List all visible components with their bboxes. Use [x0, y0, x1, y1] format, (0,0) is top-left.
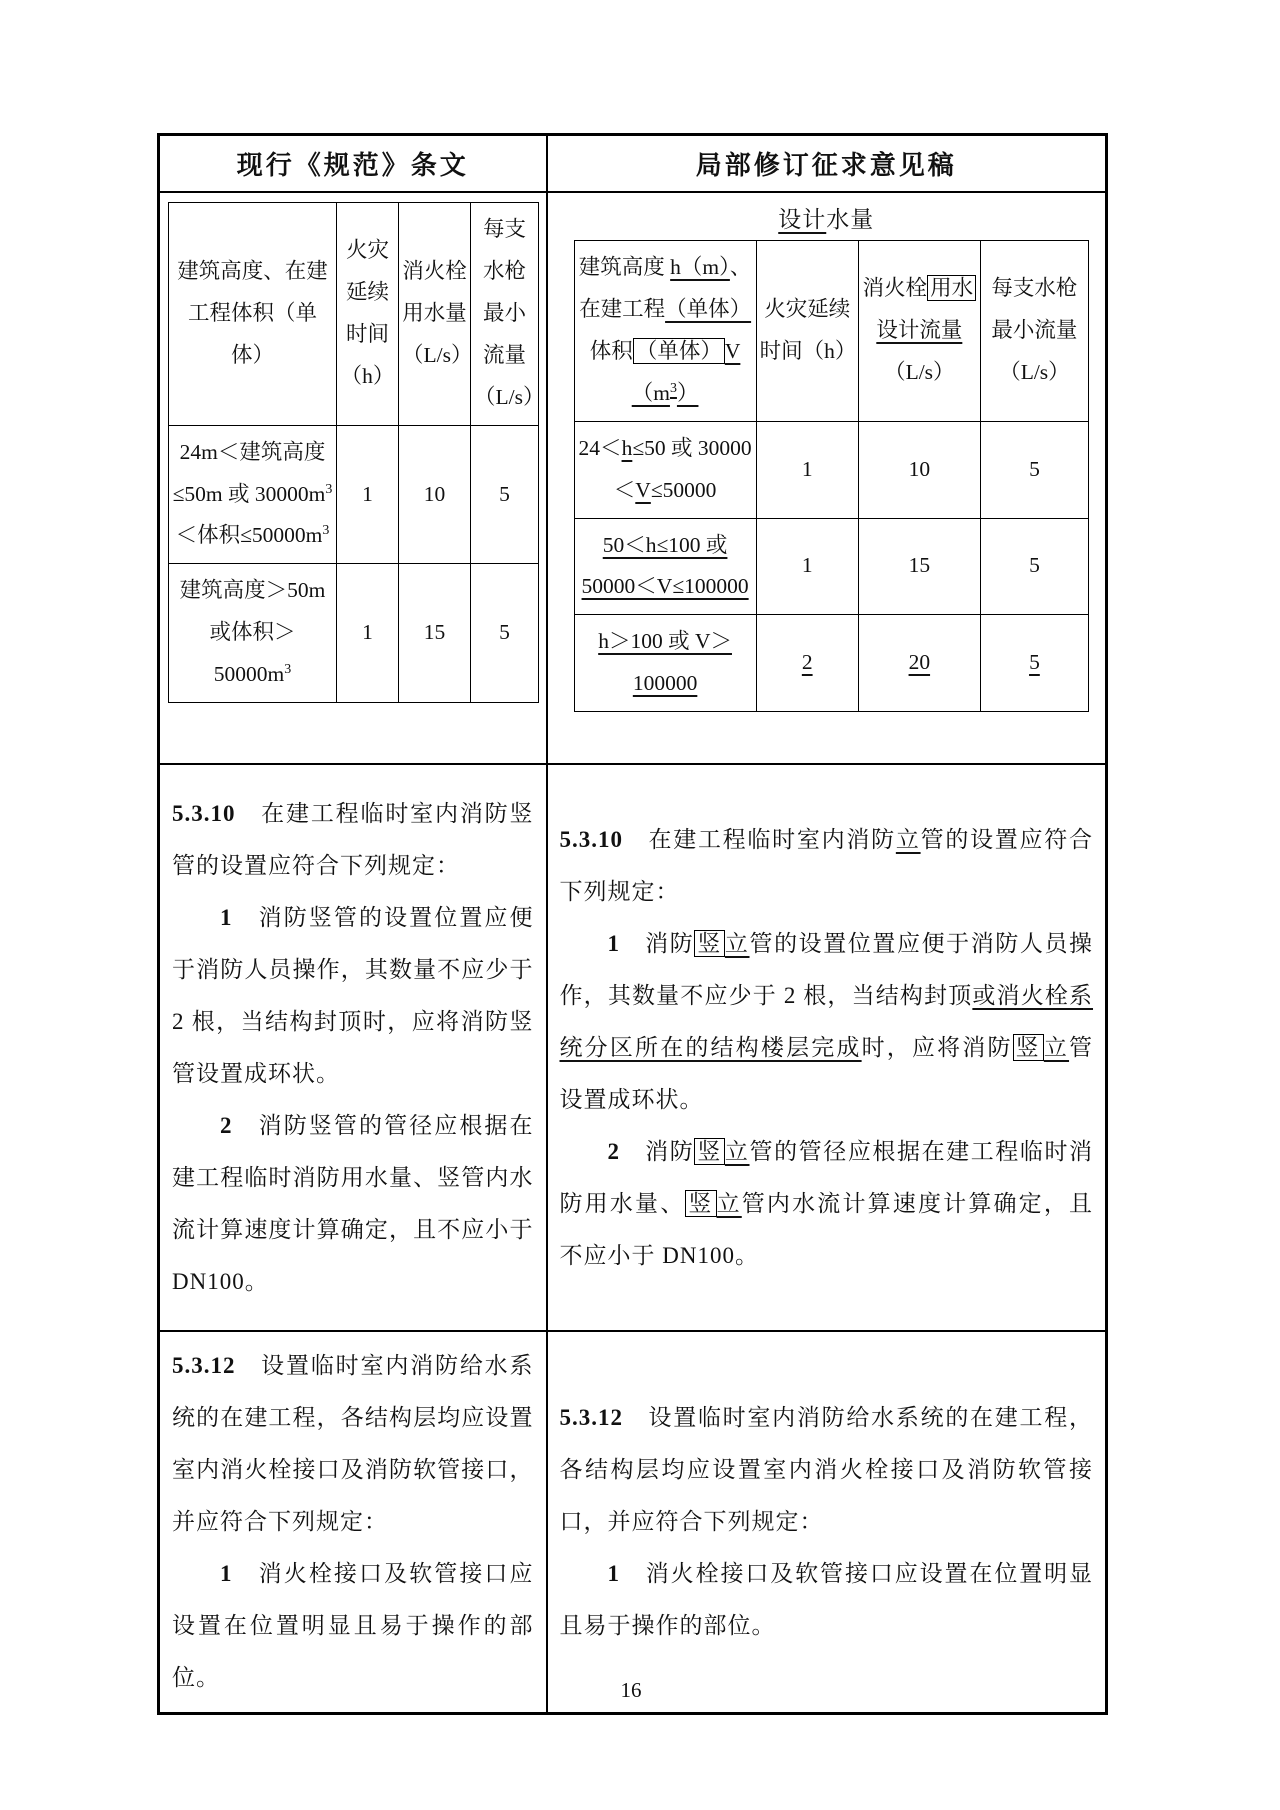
text-run: ≤50000 — [650, 477, 717, 502]
added-text: 立 — [716, 1190, 742, 1216]
text-run: 5.3.10 — [172, 800, 236, 826]
text-run: 在建工程临时室内消防 — [623, 826, 896, 852]
text-run: 15 — [423, 620, 446, 645]
deleted-text: 竖 — [1013, 1034, 1044, 1061]
text-run: 5.3.12 — [172, 1353, 236, 1378]
paragraph — [560, 1548, 1094, 1652]
data-cell — [858, 421, 980, 518]
text-run: 24＜ — [578, 435, 622, 460]
paragraph — [560, 918, 1094, 1126]
text-run: 火灾延续时间（h） — [759, 296, 857, 363]
added-text: 3 — [284, 662, 292, 678]
page-number: 16 — [620, 1678, 642, 1702]
deleted-text: 竖 — [694, 1138, 725, 1165]
data-cell — [756, 518, 858, 615]
data-cell — [980, 615, 1088, 712]
data-cell — [756, 421, 858, 518]
text-run: 5.3.12 — [559, 1405, 623, 1430]
header-cell — [980, 241, 1088, 422]
text-run: 1 — [801, 456, 813, 481]
data-cell — [337, 564, 399, 703]
table-data-row — [574, 421, 1089, 518]
text-run: 管的设置应符合下列规定： — [559, 826, 1094, 904]
paragraph — [560, 1126, 1094, 1282]
section-5310-current — [160, 780, 546, 1316]
text-run: 1 — [801, 553, 813, 578]
deleted-text: 竖 — [694, 930, 725, 957]
section-5312-revision — [548, 1384, 1106, 1660]
current-table-cell — [159, 192, 547, 764]
data-cell — [574, 615, 756, 712]
section-5312-current — [160, 1332, 546, 1712]
revision-table-wrap — [574, 240, 1090, 712]
added-text: h — [621, 435, 633, 460]
text-run: 设置临时室内消防给水系统的在建工程，各结构层均应设置室内消火栓接口及消防软管接口，并应符合下列规定： — [172, 1353, 534, 1534]
header-cell — [756, 241, 858, 422]
current-water-table-body — [169, 203, 545, 703]
text-run: 1 — [220, 1561, 233, 1586]
text-run: 1 — [362, 481, 373, 506]
text-run: 每支水枪最小流量（L/s） — [991, 275, 1078, 384]
text-run: 设置临时室内消防给水系统的在建工程，各结构层均应设置室内消火栓接口及消防软管接口，并应符合下列规定： — [559, 1405, 1093, 1534]
text-run: 在建工程临时室内消防竖管的设置应符合下列规定： — [172, 800, 534, 878]
added-text: 50＜h≤100 或 50000＜V≤100000 — [581, 532, 749, 599]
text-run: 管的设置位置应便于消防人员操作，其数量不应少于 2 根，当结构封顶 — [559, 930, 1094, 1008]
table-data-row — [574, 518, 1089, 615]
text-run: 消火栓 — [862, 275, 928, 300]
table-data-row — [574, 615, 1089, 712]
clause-5310-revision-cell — [547, 764, 1107, 1331]
deleted-text: 竖 — [685, 1190, 716, 1217]
paragraph — [172, 1340, 534, 1548]
data-cell — [169, 425, 337, 564]
paragraph — [560, 814, 1094, 918]
data-cell — [858, 615, 980, 712]
text-run: 建筑高度＞50m 或体积＞50000m — [179, 578, 326, 687]
text-run: 24m＜建筑高度≤50m 或 30000m — [172, 439, 326, 506]
added-text: （单体） — [665, 296, 752, 321]
data-cell — [980, 518, 1088, 615]
deleted-text: （单体） — [633, 338, 725, 364]
text-run: 5 — [1029, 553, 1040, 578]
text-run: 消火栓接口及软管接口应设置在位置明显且易于操作的部位。 — [559, 1561, 1093, 1638]
added-text: 2 — [801, 650, 813, 675]
text-run: 1 — [607, 930, 620, 956]
revision-table-cell — [547, 192, 1107, 764]
column-header-current-code: 现行《规范》条文 — [159, 135, 547, 193]
paragraph — [172, 1100, 534, 1308]
text-run: 、在建工程 — [579, 255, 752, 321]
text-run: ≤50 或 30000＜ — [613, 435, 752, 502]
added-text: 立 — [895, 826, 921, 852]
clause-5312-row — [159, 1331, 1107, 1714]
text-run: 管内水流计算速度计算确定，且不应小于 DN100。 — [559, 1190, 1094, 1268]
text-run: 时，应将消防 — [861, 1034, 1013, 1060]
section-5310-revision — [548, 806, 1106, 1290]
added-text: h＞100 或 V＞100000 — [598, 629, 732, 696]
added-text: 3 — [325, 481, 333, 497]
text-run: 1 — [607, 1561, 620, 1586]
clause-5312-current-cell — [159, 1331, 547, 1714]
data-cell — [756, 615, 858, 712]
revision-table-title — [548, 201, 1106, 234]
table-data-row — [169, 425, 539, 564]
added-text: 设计流量 — [876, 317, 963, 342]
clause-5310-row — [159, 764, 1107, 1331]
data-cell — [574, 518, 756, 615]
column-header-revision-draft: 局部修订征求意见稿 — [547, 135, 1107, 193]
revision-water-table-body — [574, 241, 1089, 712]
header-cell — [337, 203, 399, 426]
added-text: 5 — [1029, 650, 1040, 675]
text-run: 5.3.10 — [559, 826, 623, 852]
data-cell — [399, 564, 471, 703]
text-run: 管的管径应根据在建工程临时消防用水量、 — [559, 1138, 1094, 1216]
data-cell — [471, 425, 539, 564]
paragraph — [172, 892, 534, 1100]
data-cell — [337, 425, 399, 564]
text-run: 消防竖管的管径应根据在建工程临时消防用水量、竖管内水流计算速度计算确定，且不应小于 DN100。 — [172, 1112, 534, 1294]
added-text: 或消火栓系统分区所在的结构楼层完成 — [559, 982, 1094, 1060]
text-run: （L/s） — [884, 359, 955, 384]
paragraph — [560, 1392, 1094, 1548]
header-cell — [574, 241, 756, 422]
comparison-table — [157, 133, 1108, 1715]
current-table-wrap — [168, 202, 545, 703]
clause-5312-revision-cell — [547, 1331, 1107, 1714]
added-text: ） — [676, 380, 699, 405]
text-run: 消防 — [620, 1138, 695, 1164]
text-run: 5 — [1029, 456, 1040, 481]
text-run: 5 — [499, 620, 510, 645]
text-run: 1 — [362, 620, 373, 645]
header-cell — [169, 203, 337, 426]
header-cell — [399, 203, 471, 426]
data-cell — [574, 421, 756, 518]
current-water-table — [168, 202, 545, 703]
header-cell — [858, 241, 980, 422]
text-run: 10 — [423, 481, 446, 506]
text-run: 消防竖管的设置位置应便于消防人员操作，其数量不应少于 2 根，当结构封顶时，应将消防竖管设置成环状。 — [172, 904, 534, 1086]
text-run: 10 — [908, 456, 931, 481]
added-text: 立 — [724, 1138, 750, 1164]
text-run: 建筑高度、在建工程体积（单体） — [177, 258, 328, 367]
paragraph — [172, 788, 534, 892]
text-run: 2 — [220, 1112, 233, 1138]
water-tables-row — [159, 192, 1107, 764]
text-run: 2 — [607, 1138, 620, 1164]
added-text: 设计 — [778, 207, 827, 232]
text-run: 消火栓接口及软管接口应设置在位置明显且易于操作的部位。 — [172, 1561, 534, 1690]
table-data-row — [169, 564, 539, 703]
text-run: 消火栓用水量（L/s） — [402, 258, 473, 367]
clause-5310-current-cell — [159, 764, 547, 1331]
text-run: 建筑高度 — [578, 255, 671, 279]
added-text: h（m） — [670, 255, 730, 279]
text-run: 15 — [908, 553, 931, 578]
text-run: 每支水枪最小流量（L/s） — [474, 217, 545, 409]
comparison-table-body — [159, 135, 1107, 1714]
added-text: 3 — [669, 380, 677, 396]
text-run: 体积 — [589, 338, 633, 363]
text-run: 管设置成环状。 — [559, 1034, 1094, 1112]
added-text: 立 — [1043, 1034, 1070, 1060]
data-cell — [399, 425, 471, 564]
added-text: 立 — [724, 930, 750, 956]
header-cell — [471, 203, 545, 426]
data-cell — [471, 564, 539, 703]
text-run: ＜体积≤50000m — [175, 523, 323, 548]
text-run: 1 — [220, 904, 233, 930]
table-header-row — [574, 241, 1089, 422]
data-cell — [858, 518, 980, 615]
text-run: 5 — [499, 481, 510, 506]
text-run: 消防 — [620, 930, 695, 956]
revision-water-table — [574, 240, 1090, 712]
text-run: 水量 — [826, 207, 875, 232]
added-text: V（m — [631, 338, 741, 405]
data-cell — [169, 564, 337, 703]
header-row — [159, 135, 1107, 193]
added-text: 3 — [322, 523, 330, 539]
added-text: V — [635, 477, 651, 502]
added-text: 20 — [908, 650, 931, 675]
deleted-text: 用水 — [927, 275, 976, 301]
table-header-row — [169, 203, 539, 426]
data-cell — [980, 421, 1088, 518]
text-run: 火灾延续时间（h） — [340, 237, 395, 388]
